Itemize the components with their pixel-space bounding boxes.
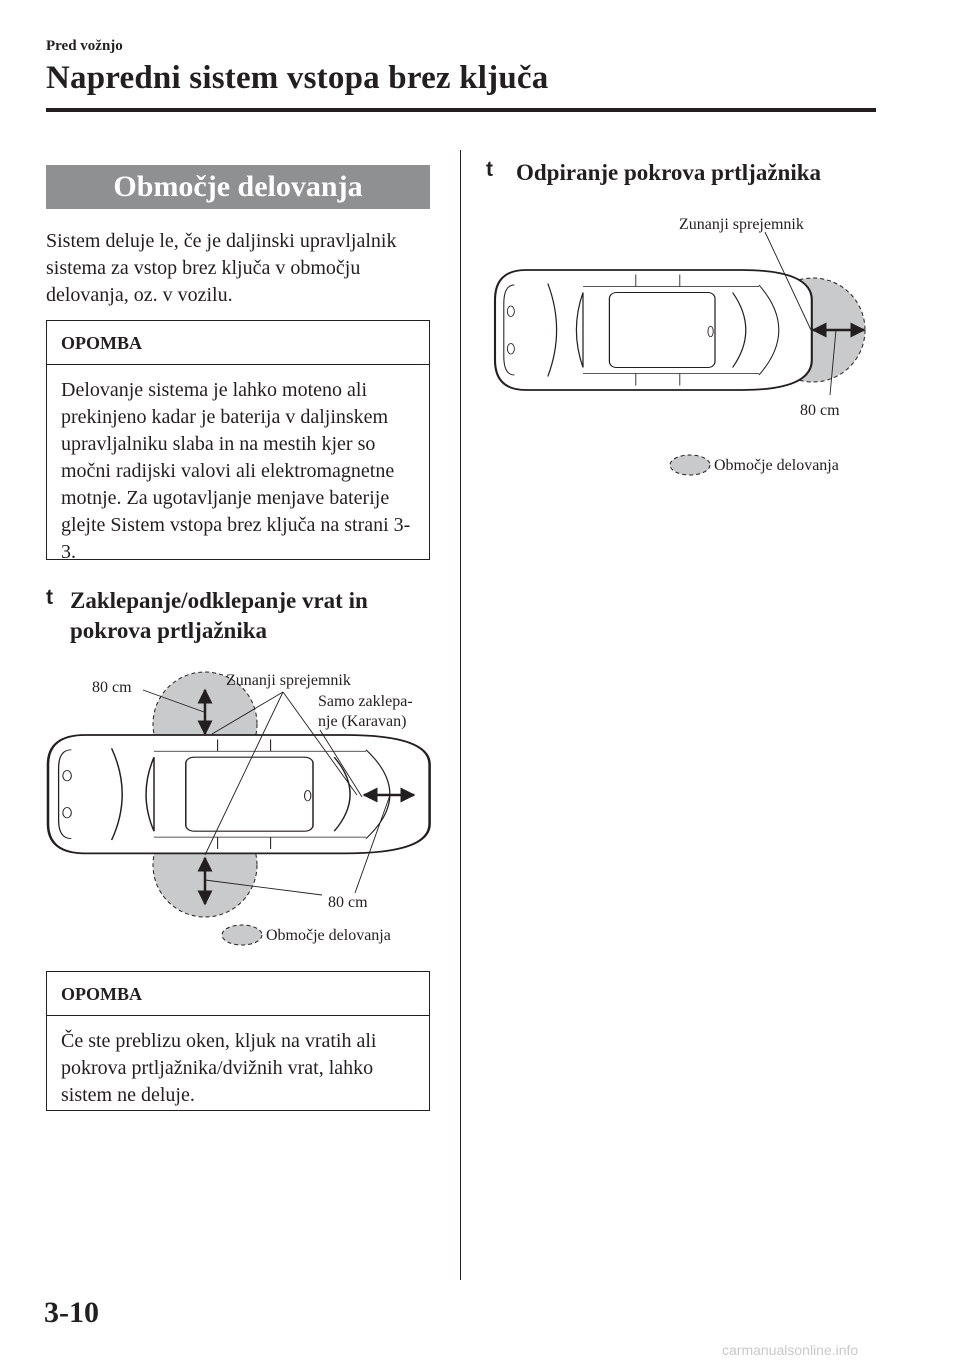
note-heading: OPOMBA xyxy=(47,321,429,365)
legend-area-label: Območje delovanja xyxy=(714,457,839,474)
section-banner: Območje delovanja xyxy=(46,165,430,209)
intro-paragraph: Sistem deluje le, če je daljinski upravljalnik sistema za vstop brez ključa v območju delovanja, oz. v vozilu. xyxy=(46,230,397,306)
distance-label: 80 cm xyxy=(800,402,840,419)
chapter-label: Pred vožnjo xyxy=(46,38,123,54)
wagon-label-line2: nje (Karavan) xyxy=(318,713,407,730)
receiver-label: Zunanji sprejemnik xyxy=(679,216,804,233)
page-number: 3-10 xyxy=(44,1296,99,1329)
section-bullet: t xyxy=(46,586,53,609)
section-bullet: t xyxy=(486,158,493,181)
trunk-opening-diagram xyxy=(495,216,865,475)
watermark: carmanualsonline.info xyxy=(722,1342,859,1358)
lock-unlock-diagram xyxy=(48,672,430,945)
distance-label: 80 cm xyxy=(92,679,132,696)
legend-zone-swatch xyxy=(222,925,262,945)
lock-unlock-heading: Zaklepanje/odklepanje vrat in pokrova prtljažnika xyxy=(70,588,368,643)
receiver-label: Zunanji sprejemnik xyxy=(226,672,351,689)
page-title: Napredni sistem vstopa brez ključa xyxy=(46,60,549,96)
distance-label: 80 cm xyxy=(328,894,368,911)
car-illustration xyxy=(495,270,812,390)
note-body: Delovanje sistema je lahko moteno ali prekinjeno kadar je baterija v daljinskem upravljalniku slaba in na mestih kjer so močni radijski valovi ali elektromagnetne motnje. Za ugotavljanje menjave baterije glejte Sistem vstopa brez ključa na strani 3-3. xyxy=(61,379,411,563)
legend-area-label: Območje delovanja xyxy=(266,927,391,944)
legend-zone-swatch xyxy=(670,455,710,475)
wagon-label-line1: Samo zaklepa- xyxy=(318,693,413,710)
note-heading: OPOMBA xyxy=(47,972,429,1016)
note-body: Če ste preblizu oken, kljuk na vratih ali pokrova prtljažnika/dvižnih vrat, lahko sistem ne deluje. xyxy=(61,1030,377,1106)
trunk-opening-heading: Odpiranje pokrova prtljažnika xyxy=(516,160,821,185)
